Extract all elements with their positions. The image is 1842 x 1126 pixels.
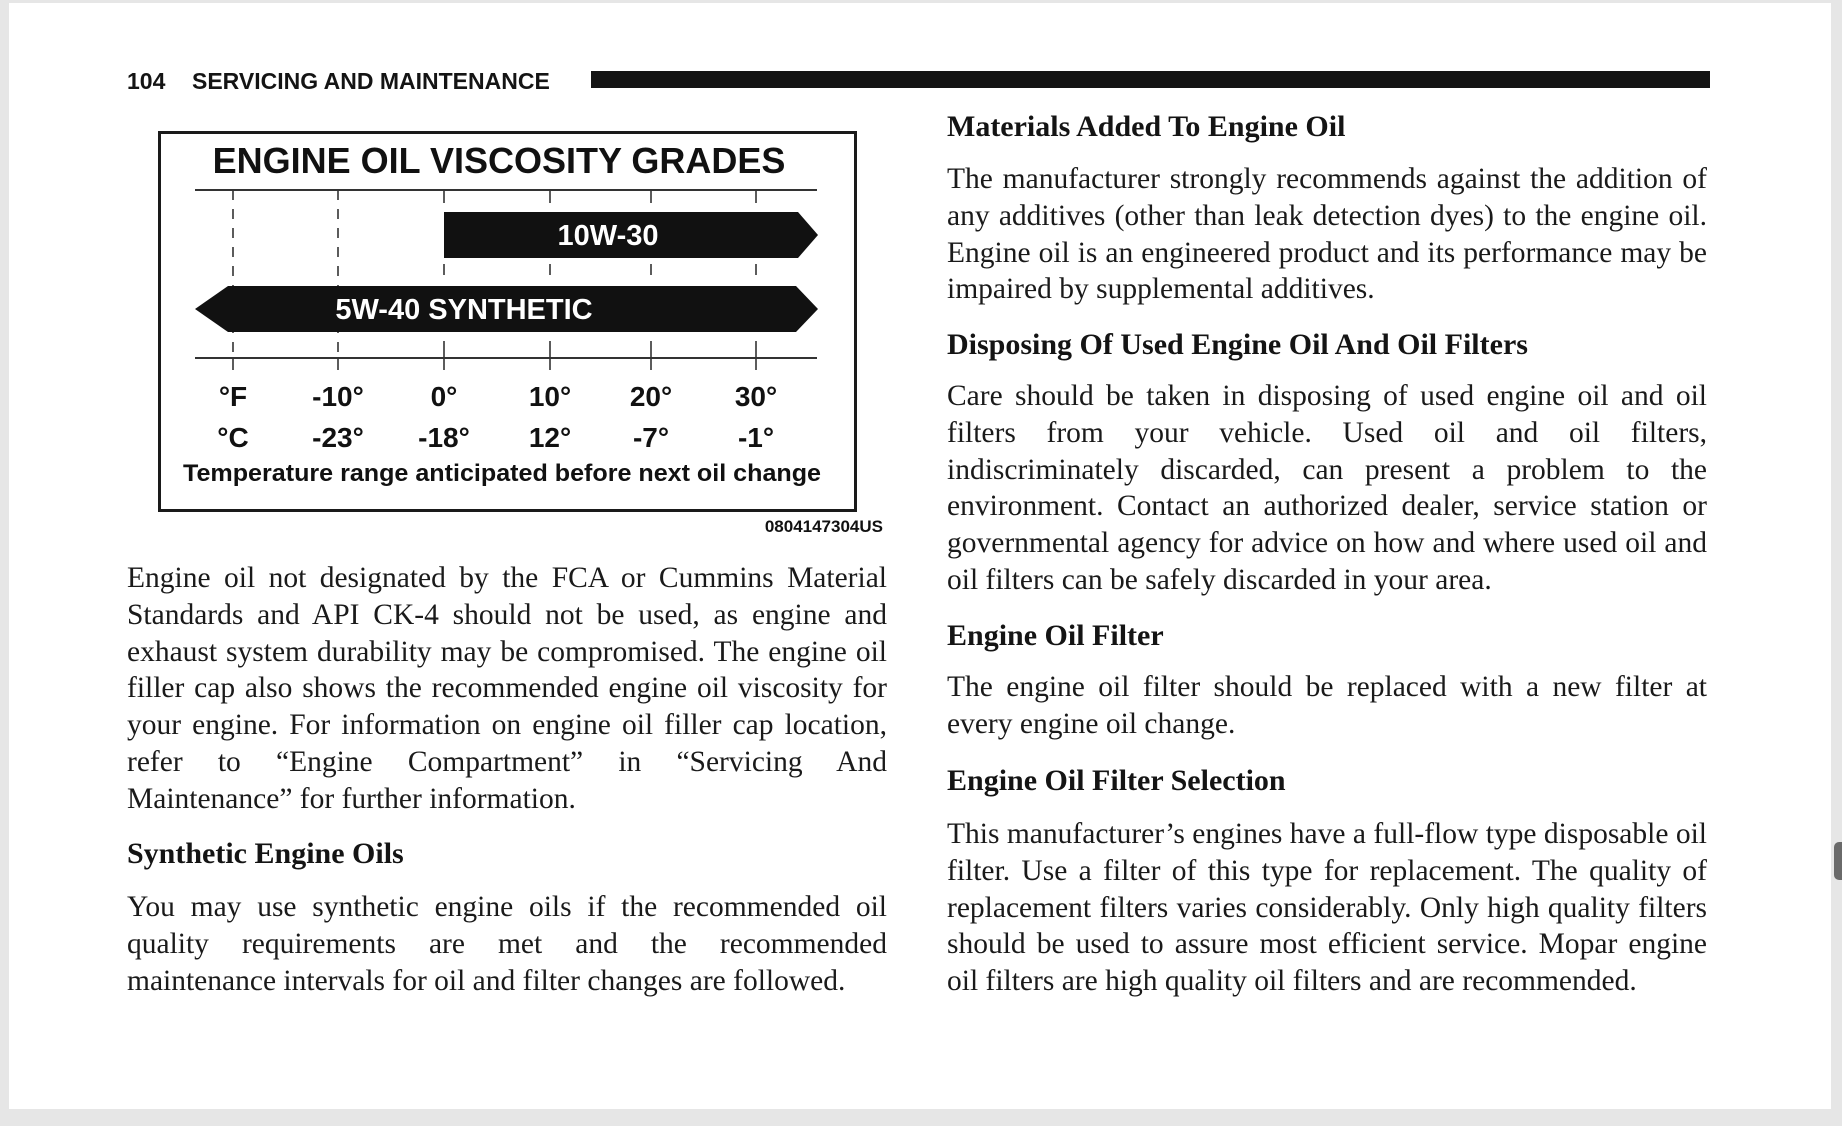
- celsius-tick: -18°: [418, 422, 470, 453]
- header-rule: [591, 71, 1710, 88]
- page-number: 104: [127, 68, 166, 94]
- materials-paragraph: The manufacturer strongly recommends against the addition of any additives (other than leak detection dyes) to the engine oil. Engine oil is an engineered product and its performance may be impaired by supplemental additives.: [947, 163, 1707, 306]
- fahrenheit-tick: 10°: [528, 381, 572, 412]
- celsius-tick: 12°: [528, 422, 572, 453]
- fahrenheit-tick: 0°: [430, 381, 458, 412]
- materials-heading: Materials Added To Engine Oil: [947, 110, 1346, 143]
- section-title: SERVICING AND MAINTENANCE: [192, 68, 550, 94]
- celsius-unit: °C: [217, 422, 249, 453]
- synthetic-paragraph: You may use synthetic engine oils if the recommended oil quality requirements are met and the recommended maintenance intervals for oil and filter changes are followed.: [127, 891, 887, 997]
- celsius-tick: -1°: [737, 422, 775, 453]
- filter-heading: Engine Oil Filter: [947, 619, 1164, 652]
- filter-selection-paragraph: This manufacturer’s engines have a full-flow type disposable oil filter. Use a filter of this type for replacement. The quality of replacement filters varies considerably. Only high quality filters should be used to assure most efficient service. Mopar engine oil filters are high quality oil filters and are recommended.: [947, 818, 1707, 998]
- page-header: [127, 68, 1710, 94]
- figure-code: 0804147304US: [764, 517, 883, 536]
- disposing-paragraph: Care should be taken in disposing of used engine oil and oil filters from your vehicle. Used oil and oil filters, indiscriminately discarded, can present a problem to the environment. Contact an authorized dealer, service station or governmental agency for advice on how and where used oil and oil filters can be safely discarded in your area.: [947, 380, 1707, 596]
- fahrenheit-tick: 20°: [629, 381, 673, 412]
- grade-label-5w40: 5W-40 SYNTHETIC: [335, 294, 593, 326]
- grade-label-10w30: 10W-30: [557, 220, 659, 252]
- fahrenheit-tick: -10°: [312, 381, 364, 412]
- viscosity-chart: [158, 131, 857, 512]
- disposing-heading: Disposing Of Used Engine Oil And Oil Filters: [947, 328, 1528, 361]
- celsius-tick: -23°: [312, 422, 364, 453]
- filter-selection-heading: Engine Oil Filter Selection: [947, 764, 1286, 797]
- synthetic-heading: Synthetic Engine Oils: [127, 837, 404, 870]
- scroll-handle[interactable]: [1834, 842, 1842, 880]
- figure-caption: Temperature range anticipated before next oil change: [183, 460, 822, 487]
- fahrenheit-tick: 30°: [734, 381, 778, 412]
- figure-title: ENGINE OIL VISCOSITY GRADES: [212, 140, 786, 181]
- celsius-tick: -7°: [632, 422, 670, 453]
- intro-paragraph: Engine oil not designated by the FCA or Cummins Material Standards and API CK-4 should not be used, as engine and exhaust system durability may be compromised. The engine oil filler cap also shows the recommended engine oil viscosity for your engine. For information on engine oil filler cap location, refer to “Engine Compartment” in “Servicing And Maintenance” for further information.: [127, 562, 887, 815]
- filter-paragraph: The engine oil filter should be replaced with a new filter at every engine oil change.: [947, 671, 1707, 740]
- fahrenheit-unit: °F: [218, 381, 248, 412]
